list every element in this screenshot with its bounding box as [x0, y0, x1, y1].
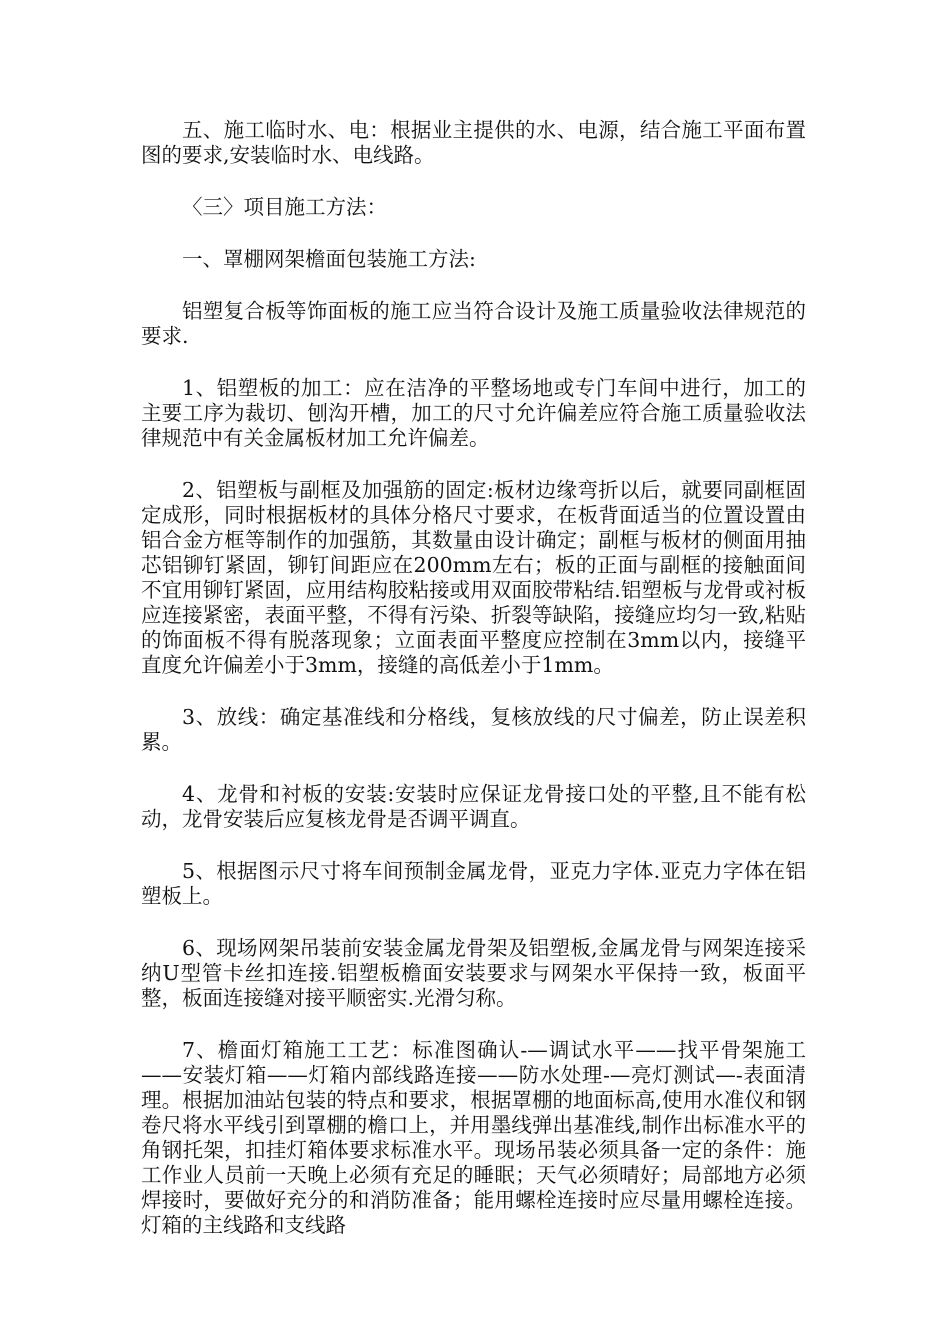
- subheading-canopy-eave-method: 一、罩棚网架檐面包装施工方法:: [182, 247, 476, 271]
- paragraph-step-3-layout-lines: 3、放线：确定基准线和分格线，复核放线的尺寸偏差，防止误差积累。: [141, 705, 806, 754]
- paragraph-aluminum-composite-intro: 铝塑复合板等饰面板的施工应当符合设计及施工质量验收法律规范的要求.: [141, 299, 806, 348]
- paragraph-step-7-lightbox: 7、檐面灯箱施工工艺：标准图确认-—调试水平——找平骨架施工——安装灯箱——灯箱内部线路连接——防水处理-—亮灯测试—-表面清理。根据加油站包装的特点和要求，根据罩棚的地面标高,使用水准仪和钢卷尺将水平线引到罩棚的檐口上，并用墨线弹出基准线,制作出标准水平的角钢托架，扣挂灯箱体要求标准水平。现场吊装必须具备一定的条件：施工作业人员前一天晚上必须有充足的睡眠；天气必须晴好；局部地方必须焊接时，要做好充分的和消防准备；能用螺栓连接时应尽量用螺栓连接。灯箱的主线路和支线路: [141, 1038, 806, 1237]
- paragraph-step-1-processing: 1、铝塑板的加工：应在洁净的平整场地或专门车间中进行，加工的主要工序为裁切、刨沟开槽，加工的尺寸允许偏差应符合施工质量验收法律规范中有关金属板材加工允许偏差。: [141, 376, 806, 450]
- section-heading-construction-methods: 〈三〉项目施工方法：: [182, 195, 387, 219]
- paragraph-temporary-water-electricity: 五、施工临时水、电：根据业主提供的水、电源，结合施工平面布置图的要求,安装临时水、电线路。: [141, 118, 806, 167]
- paragraph-step-6-hoisting: 6、现场网架吊装前安装金属龙骨架及铝塑板,金属龙骨与网架连接采纳U型管卡丝扣连接.铝塑板檐面安装要求与网架水平保持一致，板面平整，板面连接缝对接平顺密实.光滑匀称。: [141, 936, 806, 1010]
- paragraph-step-4-keel-install: 4、龙骨和衬板的安装:安装时应保证龙骨接口处的平整,且不能有松动，龙骨安装后应复核龙骨是否调平调直。: [141, 782, 806, 831]
- paragraph-step-5-prefab: 5、根据图示尺寸将车间预制金属龙骨，亚克力字体.亚克力字体在铝塑板上。: [141, 859, 806, 908]
- paragraph-step-2-fixing: 2、铝塑板与副框及加强筋的固定:板材边缘弯折以后，就要同副框固定成形，同时根据板材的具体分格尺寸要求，在板背面适当的位置设置由铝合金方框等制作的加强筋，其数量由设计确定；副框与板材的侧面用抽芯铝铆钉紧固，铆钉间距应在200mm左右；板的正面与副框的接触面间不宜用铆钉紧固，应用结构胶粘接或用双面胶带粘结.铝塑板与龙骨或衬板应连接紧密，表面平整，不得有污染、折裂等缺陷，接缝应均匀一致,粘贴的饰面板不得有脱落现象；立面表面平整度应控制在3mm以内，接缝平直度允许偏差小于3mm，接缝的高低差小于1mm。: [141, 478, 806, 677]
- document-body: [141, 118, 806, 1265]
